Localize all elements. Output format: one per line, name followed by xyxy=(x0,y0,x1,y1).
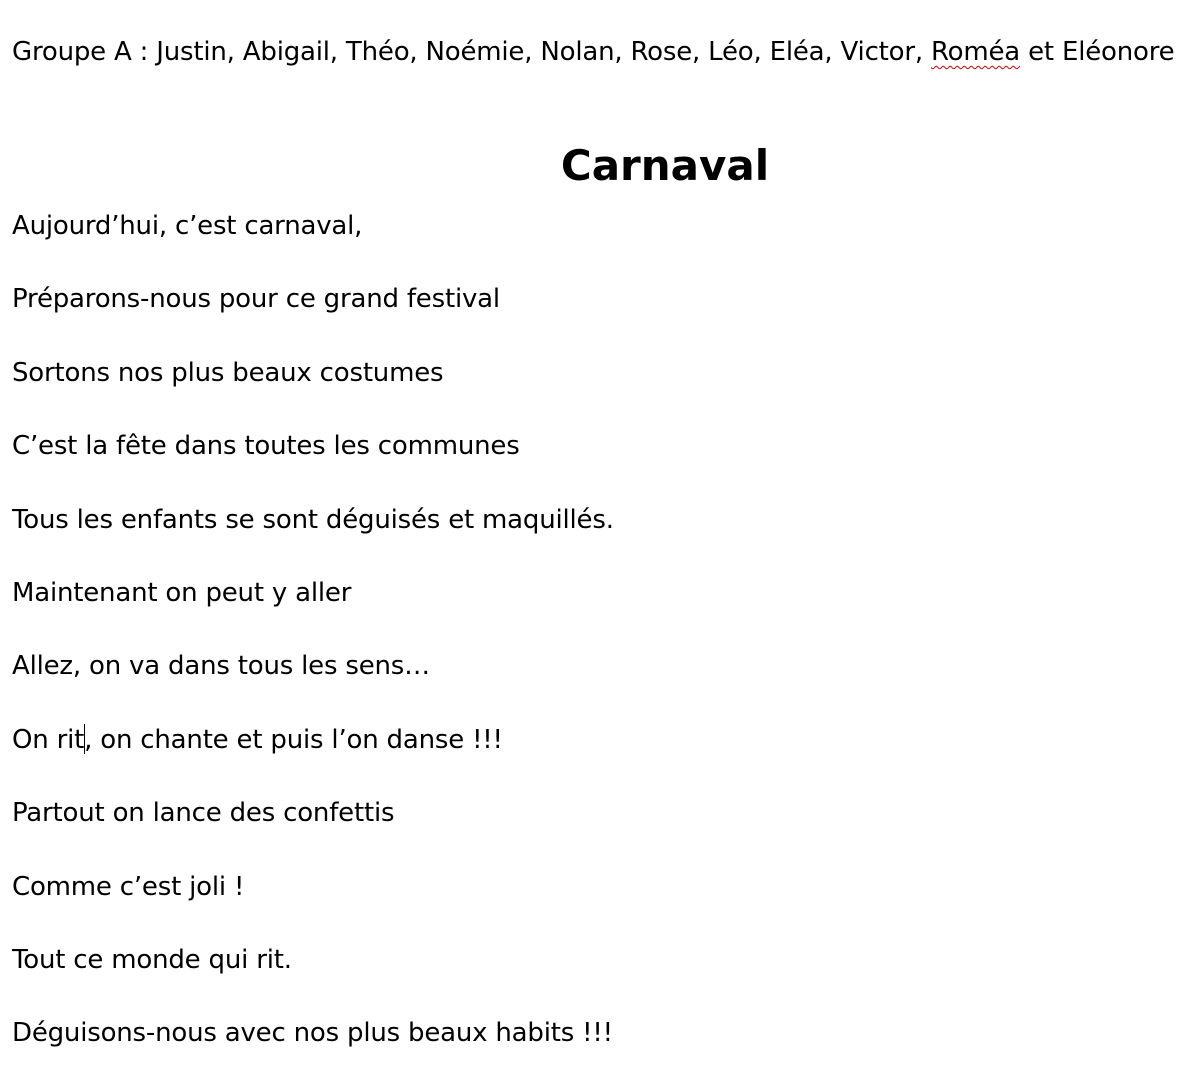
poem-line[interactable]: Allez, on va dans tous les sens… xyxy=(12,651,430,682)
poem-line[interactable]: Préparons-nous pour ce grand festival xyxy=(12,284,500,315)
poem-line[interactable]: Maintenant on peut y aller xyxy=(12,577,352,608)
poem-line[interactable]: Tous les enfants se sont déguisés et maquillés. xyxy=(12,504,614,535)
poem-line[interactable]: Partout on lance des confettis xyxy=(12,798,395,829)
misspelled-name[interactable]: Roméa xyxy=(930,37,1021,67)
group-members-prefix: Groupe A : Justin, Abigail, Théo, Noémie, Nolan, Rose, Léo, Eléa, Victor, xyxy=(12,37,931,67)
poem-line[interactable]: C’est la fête dans toutes les communes xyxy=(12,431,520,462)
poem-line[interactable]: Sortons nos plus beaux costumes xyxy=(12,357,444,388)
group-members-line[interactable] xyxy=(12,34,1174,70)
poem-body[interactable] xyxy=(12,207,614,1088)
group-members-suffix: et Eléonore xyxy=(1020,37,1175,67)
poem-title[interactable]: Carnaval xyxy=(560,141,770,191)
poem-line[interactable]: Comme c’est joli ! xyxy=(12,871,245,902)
caret-line-after: , on chante et puis l’on danse !!! xyxy=(84,724,503,755)
poem-line[interactable]: Aujourd’hui, c’est carnaval, xyxy=(12,211,363,241)
poem-line[interactable]: Tout ce monde qui rit. xyxy=(12,944,292,975)
caret-line-before: On rit xyxy=(12,724,85,755)
poem-line[interactable]: Déguisons-nous avec nos plus beaux habits !!! xyxy=(12,1018,613,1049)
poem-line-with-caret[interactable] xyxy=(12,721,614,794)
